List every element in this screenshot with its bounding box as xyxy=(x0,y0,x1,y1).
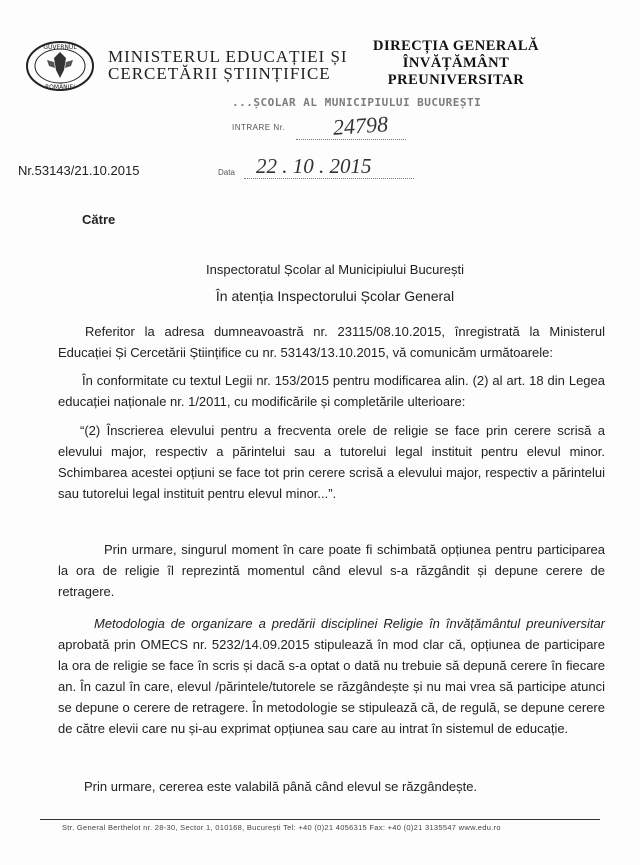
ministry-name xyxy=(108,48,348,82)
seal-text-bottom: ROMÂNIEI xyxy=(45,84,75,91)
paragraph-conclusion: Prin urmare, cererea este valabilă până când elevul se răzgândește. xyxy=(84,779,478,794)
metodologia-text: aprobată prin OMECS nr. 5232/14.09.2015 stipulează în mod clar că, opțiunea de participare la ora de religie se face în scris și dacă s-a optat o dată nu trebuie să depună cerere în fiecare an. În cazul în care, elevul /părintele/tutorele se răzgândește și nu mai vrea să participe atunci se depune o cerere de retragere. În metodologie se stipulează că, de regulă, se depune cerere de către elevii care nu și-au exprimat opțiunea sau care au intrat în sistemul de educație. xyxy=(58,637,605,736)
seal-text-top: GUVERNUL xyxy=(43,44,77,51)
directia-line-3: PREUNIVERSITAR xyxy=(387,72,525,88)
recipient: Inspectoratul Școlar al Municipiului București xyxy=(206,262,464,277)
footer-divider xyxy=(40,819,600,820)
quote-paragraph: “(2) Înscrierea elevului pentru a frecventa orele de religie se face prin cerere scrisă a elevului major, respectiv a părintelui sau a tutorelui legal instituit pentru elevul minor. Schimbarea acestei opțiuni se face tot prin cerere scrisă a elevului major, respectiv a părintelui sau tutorelui legal instituit pentru elevul minor...”. xyxy=(58,423,605,501)
stamp-data-label: Data xyxy=(218,168,235,177)
handwritten-registration-number: 24798 xyxy=(332,111,389,140)
catre-label: Către xyxy=(82,212,116,227)
directia-line-2: ÎNVĂȚĂMÂNT xyxy=(402,55,510,71)
directia-line-1: DIRECȚIA GENERALĂ xyxy=(372,38,540,54)
directia-name xyxy=(346,38,566,89)
government-seal xyxy=(25,40,95,92)
attention-line: În atenția Inspectorului Școlar General xyxy=(215,288,455,304)
stamp-divider xyxy=(296,139,406,140)
paragraph-2: În conformitate cu textul Legii nr. 153/2015 pentru modificarea alin. (2) al art. 18 din Legea educației naționale nr. 1/2011, cu modificările și completările ulterioare: xyxy=(58,373,605,409)
paragraph-1: Referitor la adresa dumneavoastră nr. 23115/08.10.2015, înregistrată la Ministerul Educației Și Cercetării Științifice cu nr. 53143/13.10.2015, vă comunicăm următoarele: xyxy=(58,324,605,360)
handwritten-date: 22 . 10 . 2015 xyxy=(256,154,372,178)
metodologia-title: Metodologia de organizare a predării disciplinei Religie în învățământul preuniversitar xyxy=(94,616,605,631)
ministry-line-2: CERCETĂRII ȘTIINȚIFICE xyxy=(108,64,331,83)
paragraph-3: Prin urmare, singurul moment în care poate fi schimbată opțiunea pentru participarea la ora de religie îl reprezintă momentul când elevul s-a răzgândit și depune cerere de retragere. xyxy=(58,542,605,599)
ministry-line-1: MINISTERUL EDUCAȚIEI ȘI xyxy=(108,47,348,66)
footer-address: Str. General Berthelot nr. 28-30, Sector 1, 010168, București Tel: +40 (0)21 4056315 Fax: +40 (0)21 3135547 www.edu.ro xyxy=(62,823,501,832)
stamp-divider-2 xyxy=(244,178,414,179)
letter-number: Nr.53143/21.10.2015 xyxy=(18,163,140,178)
stamp-intrare-label: INTRARE Nr. xyxy=(232,123,286,132)
paragraph-metodologia xyxy=(58,613,605,739)
stamp-office: ...ȘCOLAR AL MUNICIPIULUI BUCUREȘTI xyxy=(232,96,482,109)
